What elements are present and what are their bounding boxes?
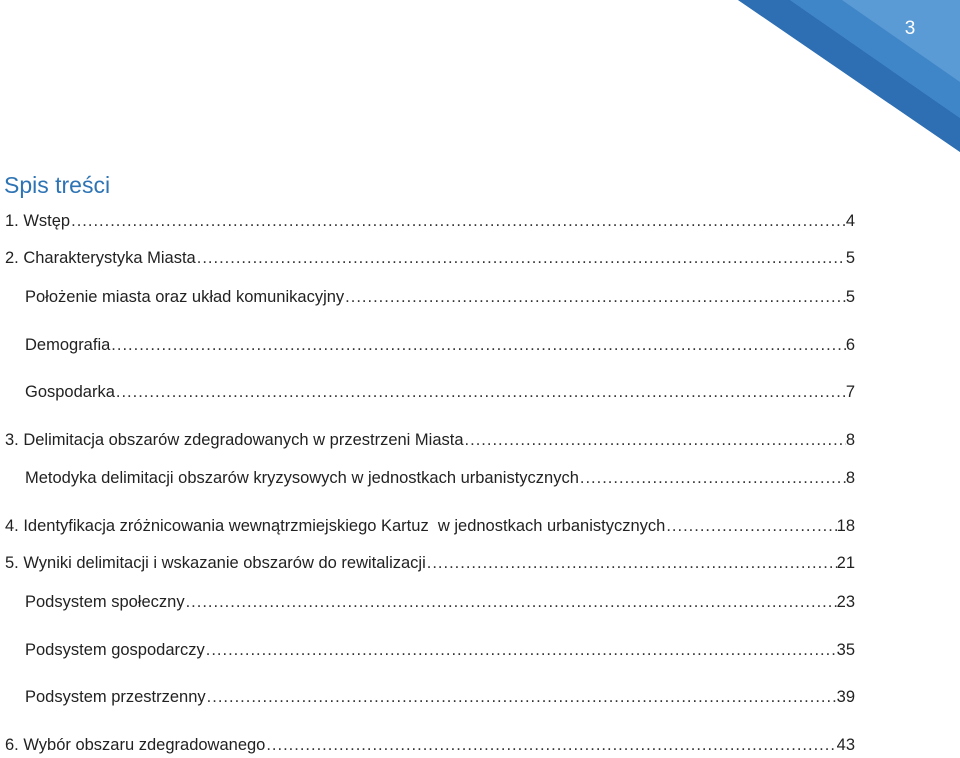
toc-entry[interactable] bbox=[0, 639, 855, 661]
toc-entry-label: Demografia bbox=[25, 336, 111, 354]
toc-entry-page: 5 bbox=[845, 249, 855, 267]
toc-entry-page: 8 bbox=[845, 469, 855, 487]
page-corner-decoration bbox=[0, 0, 960, 160]
toc-leader-dots bbox=[666, 515, 836, 537]
toc-entry[interactable] bbox=[0, 429, 855, 451]
toc-entry[interactable] bbox=[0, 591, 855, 613]
toc-entry[interactable] bbox=[0, 286, 855, 308]
toc-entry-label: 4. Identyfikacja zróżnicowania wewnątrzmiejskiego Kartuz w jednostkach urbanistycznych bbox=[5, 517, 666, 535]
toc-entry[interactable] bbox=[0, 734, 855, 756]
toc-entry[interactable] bbox=[0, 247, 855, 269]
toc-entry-page: 43 bbox=[836, 736, 855, 754]
toc-entry-page: 8 bbox=[845, 431, 855, 449]
toc-entry[interactable] bbox=[0, 552, 855, 574]
toc-leader-dots bbox=[186, 591, 837, 613]
toc-entry-label: Podsystem społeczny bbox=[25, 593, 185, 611]
toc-entry[interactable] bbox=[0, 334, 855, 356]
toc-entry[interactable] bbox=[0, 686, 855, 708]
toc-entry-label: Podsystem gospodarczy bbox=[25, 641, 205, 659]
toc-entry-page: 35 bbox=[836, 641, 855, 659]
toc-entry-label: 5. Wyniki delimitacji i wskazanie obszarów do rewitalizacji bbox=[5, 554, 426, 572]
toc-leader-dots bbox=[266, 734, 836, 756]
toc-leader-dots bbox=[427, 552, 837, 574]
toc-entry-page: 7 bbox=[845, 383, 855, 401]
toc-title: Spis treści bbox=[4, 172, 111, 198]
toc-entry-page: 39 bbox=[836, 688, 855, 706]
toc-entry-label: Podsystem przestrzenny bbox=[25, 688, 206, 706]
toc-leader-dots bbox=[116, 381, 846, 403]
toc-leader-dots bbox=[345, 286, 846, 308]
toc-entry[interactable] bbox=[0, 467, 855, 489]
toc-leader-dots bbox=[206, 639, 837, 661]
toc-leader-dots bbox=[580, 467, 846, 489]
toc-entry-label: 6. Wybór obszaru zdegradowanego bbox=[5, 736, 266, 754]
toc-leader-dots bbox=[71, 210, 846, 232]
toc-entry[interactable] bbox=[0, 515, 855, 537]
toc-entry-label: 3. Delimitacja obszarów zdegradowanych w przestrzeni Miasta bbox=[5, 431, 464, 449]
toc-leader-dots bbox=[465, 429, 846, 451]
toc-entry-label: Położenie miasta oraz układ komunikacyjny bbox=[25, 288, 345, 306]
toc-leader-dots bbox=[197, 247, 846, 269]
toc-entry-label: Metodyka delimitacji obszarów kryzysowych w jednostkach urbanistycznych bbox=[25, 469, 579, 487]
toc-entry-page: 21 bbox=[836, 554, 855, 572]
toc-entry-page: 5 bbox=[845, 288, 855, 306]
toc-leader-dots bbox=[207, 686, 837, 708]
toc-entry[interactable] bbox=[0, 210, 855, 232]
toc-leader-dots bbox=[111, 334, 846, 356]
toc-entry-page: 4 bbox=[845, 212, 855, 230]
page-number: 3 bbox=[904, 18, 916, 39]
toc-entry-label: 2. Charakterystyka Miasta bbox=[5, 249, 196, 267]
toc-entry-label: Gospodarka bbox=[25, 383, 115, 401]
toc-entry-page: 18 bbox=[836, 517, 855, 535]
toc-entry-page: 6 bbox=[845, 336, 855, 354]
toc-entry[interactable] bbox=[0, 381, 855, 403]
toc-entry-label: 1. Wstęp bbox=[5, 212, 71, 230]
toc-entry-page: 23 bbox=[836, 593, 855, 611]
